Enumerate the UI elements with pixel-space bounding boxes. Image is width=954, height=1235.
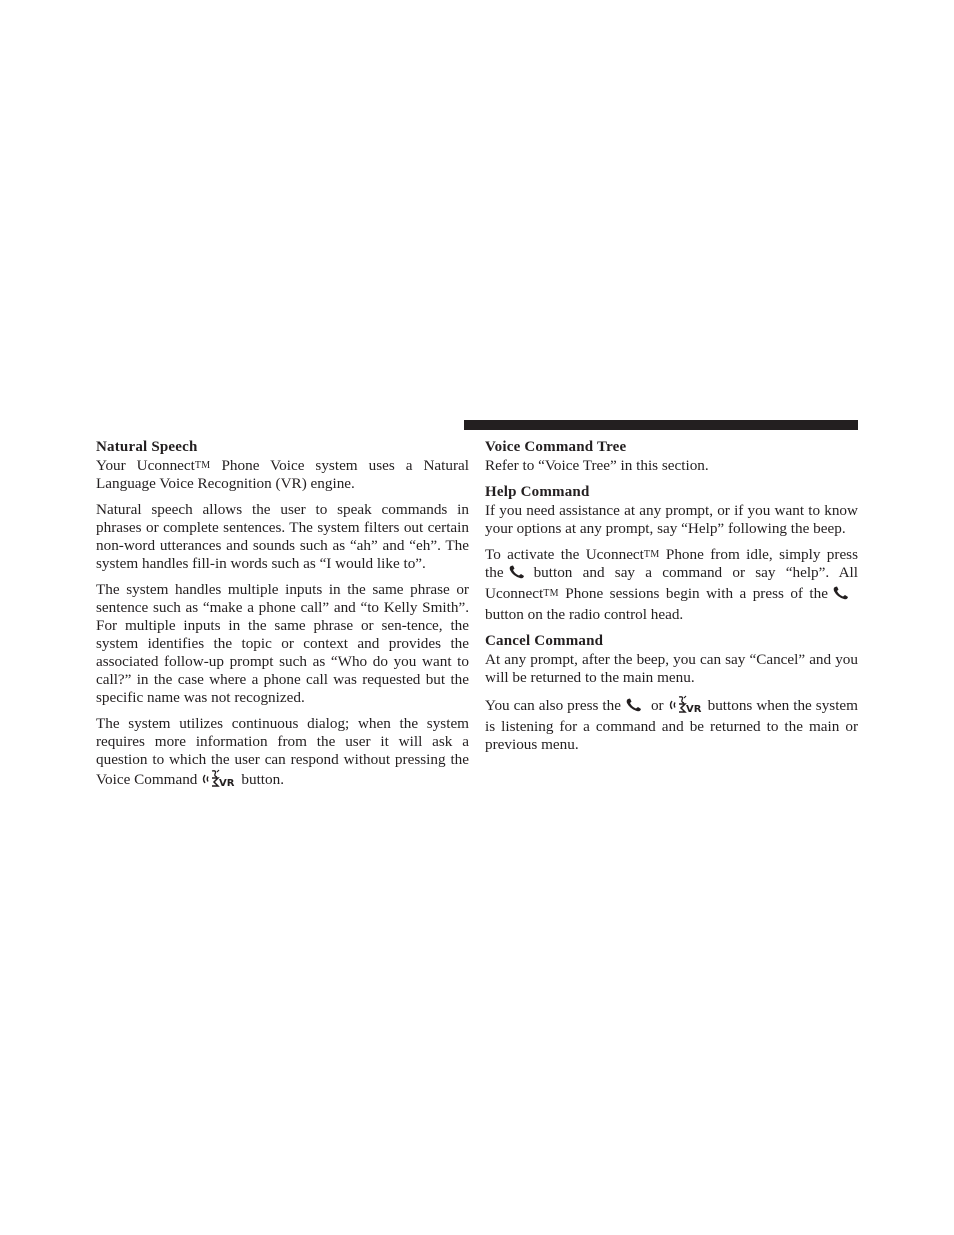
help-command-heading: Help Command (485, 484, 590, 500)
help-command-paragraph-1: If you need assistance at any prompt, or if you want to know your options at any prompt, say “Help” following the beep. (485, 502, 858, 537)
natural-speech-paragraph-2: Natural speech allows the user to speak commands in phrases or complete sentences. The system filters out certain non-word utterances and sounds such as “ah” and “eh”. The system handles fill-in words such as “I would like to”. (96, 501, 469, 572)
phone-icon (832, 585, 854, 606)
right-column (485, 438, 858, 754)
voice-command-icon (201, 769, 237, 792)
left-column (96, 438, 469, 792)
vr-label: VR (219, 778, 235, 787)
voice-command-icon (668, 695, 704, 718)
trademark-mark: TM (194, 460, 211, 471)
natural-speech-paragraph-1: Your UconnectTM Phone Voice system uses a Natural Language Voice Recognition (VR) engine. (96, 457, 470, 492)
cancel-command-heading: Cancel Command (485, 633, 604, 649)
natural-speech-paragraph-4: The system utilizes continuous dialog; when the system requires more information from the user it will ask a question to which the user can respond without pressing the Voice Command VR button. (96, 715, 469, 792)
cancel-command-paragraph-1: At any prompt, after the beep, you can say “Cancel” and you will be returned to the main menu. (485, 651, 858, 686)
voice-command-tree-paragraph: Refer to “Voice Tree” in this section. (485, 457, 709, 474)
natural-speech-heading: Natural Speech (96, 439, 198, 455)
cancel-command-paragraph-2: You can also press the or VR buttons when the system is listening for a command and be returned to the main or previous menu. (485, 697, 858, 753)
voice-command-tree-heading: Voice Command Tree (485, 439, 627, 455)
help-command-paragraph-2: To activate the UconnectTM Phone from idle, simply press the button and say a command or say “help”. All UconnectTM Phone sessions begin with a press of thebutton on the radio control head. (485, 546, 859, 623)
trademark-mark: TM (643, 549, 660, 560)
natural-speech-paragraph-3: The system handles multiple inputs in the same phrase or sentence such as “make a phone call” and “to Kelly Smith”. For multiple inputs in the same phrase or sen-tence, the system identifies the topic or context and provides the associated follow-up prompt such as “Who do you want to call?” in the case where a phone call was requested but the specific name was not recognized. (96, 581, 469, 706)
phone-icon (625, 697, 647, 718)
phone-icon (508, 564, 530, 585)
trademark-mark: TM (543, 588, 559, 599)
section-header-bar (464, 420, 858, 430)
vr-label: VR (685, 704, 702, 713)
